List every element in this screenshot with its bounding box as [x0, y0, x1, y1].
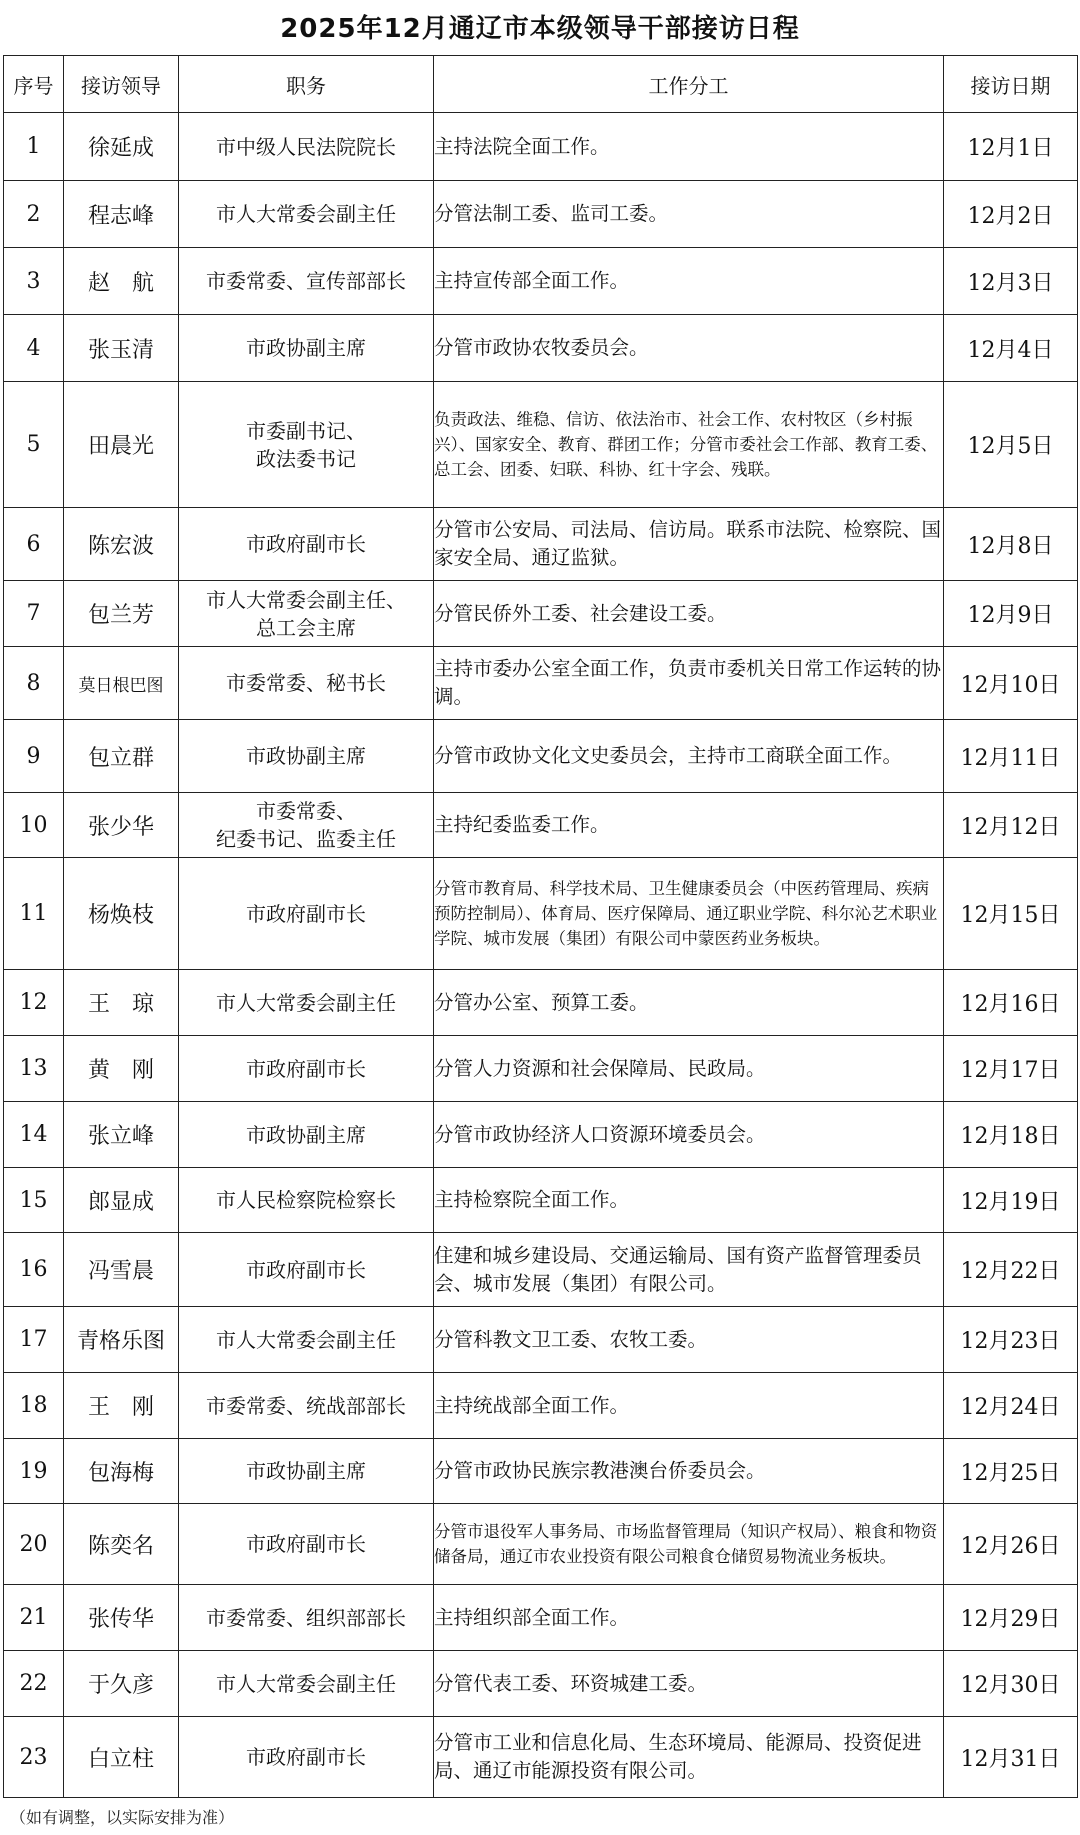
row-duties: 分管市政协经济人口资源环境委员会。 — [434, 1102, 944, 1168]
row-leader: 王 刚 — [64, 1373, 179, 1439]
row-duties: 负责政法、维稳、信访、依法治市、社会工作、农村牧区（乡村振兴）、国家安全、教育、群团工作；分管市委社会工作部、教育工委、总工会、团委、妇联、科协、红十字会、残联。 — [434, 382, 944, 508]
row-date: 12月15日 — [944, 858, 1078, 970]
row-duties: 分管市教育局、科学技术局、卫生健康委员会（中医药管理局、疾病预防控制局）、体育局、医疗保障局、通辽职业学院、科尔沁艺术职业学院、城市发展（集团）有限公司中蒙医药业务板块。 — [434, 858, 944, 970]
row-leader: 冯雪晨 — [64, 1233, 179, 1307]
row-position: 市人民检察院检察长 — [179, 1168, 434, 1233]
row-index: 6 — [4, 508, 64, 581]
row-leader: 徐延成 — [64, 113, 179, 181]
row-duties: 分管法制工委、监司工委。 — [434, 181, 944, 248]
row-duties: 分管代表工委、环资城建工委。 — [434, 1651, 944, 1717]
table-row — [4, 1717, 1078, 1798]
row-date: 12月11日 — [944, 720, 1078, 793]
row-position: 市人大常委会副主任、 总工会主席 — [179, 581, 434, 647]
row-position: 市委常委、宣传部部长 — [179, 248, 434, 315]
row-date: 12月17日 — [944, 1036, 1078, 1102]
table-row — [4, 1585, 1078, 1651]
row-index: 23 — [4, 1717, 64, 1798]
row-index: 13 — [4, 1036, 64, 1102]
row-leader: 白立柱 — [64, 1717, 179, 1798]
table-row — [4, 1102, 1078, 1168]
table-row — [4, 508, 1078, 581]
row-date: 12月31日 — [944, 1717, 1078, 1798]
row-position: 市政府副市长 — [179, 1036, 434, 1102]
table-row — [4, 1504, 1078, 1585]
footnote: （如有调整，以实际安排为准） — [10, 1808, 235, 1827]
table-row — [4, 181, 1078, 248]
row-position: 市政府副市长 — [179, 858, 434, 970]
row-duties: 分管市政协农牧委员会。 — [434, 315, 944, 382]
row-index: 4 — [4, 315, 64, 382]
row-position: 市委常委、秘书长 — [179, 647, 434, 720]
table-row — [4, 382, 1078, 508]
row-index: 18 — [4, 1373, 64, 1439]
row-index: 14 — [4, 1102, 64, 1168]
row-date: 12月30日 — [944, 1651, 1078, 1717]
row-duties: 主持法院全面工作。 — [434, 113, 944, 181]
row-position: 市委常委、统战部部长 — [179, 1373, 434, 1439]
row-leader: 郎显成 — [64, 1168, 179, 1233]
table-row — [4, 1307, 1078, 1373]
row-position: 市政协副主席 — [179, 1439, 434, 1504]
row-leader: 包兰芳 — [64, 581, 179, 647]
row-index: 20 — [4, 1504, 64, 1585]
row-index: 5 — [4, 382, 64, 508]
table-header-row — [4, 56, 1078, 113]
row-index: 16 — [4, 1233, 64, 1307]
table-row — [4, 1036, 1078, 1102]
row-date: 12月2日 — [944, 181, 1078, 248]
row-position: 市政府副市长 — [179, 1504, 434, 1585]
row-date: 12月26日 — [944, 1504, 1078, 1585]
row-index: 17 — [4, 1307, 64, 1373]
row-leader: 张少华 — [64, 793, 179, 858]
page-title: 2025年12月通辽市本级领导干部接访日程 — [280, 14, 800, 44]
row-leader: 陈奕名 — [64, 1504, 179, 1585]
row-duties: 分管科教文卫工委、农牧工委。 — [434, 1307, 944, 1373]
table-row — [4, 720, 1078, 793]
row-position: 市委常委、组织部部长 — [179, 1585, 434, 1651]
row-date: 12月24日 — [944, 1373, 1078, 1439]
row-leader: 青格乐图 — [64, 1307, 179, 1373]
table-row — [4, 581, 1078, 647]
row-position: 市政府副市长 — [179, 508, 434, 581]
row-duties: 分管市退役军人事务局、市场监督管理局（知识产权局）、粮食和物资储备局，通辽市农业投资有限公司粮食仓储贸易物流业务板块。 — [434, 1504, 944, 1585]
row-duties: 住建和城乡建设局、交通运输局、国有资产监督管理委员会、城市发展（集团）有限公司。 — [434, 1233, 944, 1307]
row-duties: 分管市公安局、司法局、信访局。联系市法院、检察院、国家安全局、通辽监狱。 — [434, 508, 944, 581]
row-leader: 王 琼 — [64, 970, 179, 1036]
row-duties: 分管办公室、预算工委。 — [434, 970, 944, 1036]
row-leader: 张传华 — [64, 1585, 179, 1651]
table-body — [4, 113, 1078, 1798]
row-date: 12月4日 — [944, 315, 1078, 382]
row-date: 12月12日 — [944, 793, 1078, 858]
row-leader: 程志峰 — [64, 181, 179, 248]
row-index: 7 — [4, 581, 64, 647]
row-leader: 陈宏波 — [64, 508, 179, 581]
row-position: 市人大常委会副主任 — [179, 1651, 434, 1717]
row-index: 9 — [4, 720, 64, 793]
row-index: 12 — [4, 970, 64, 1036]
row-position: 市中级人民法院院长 — [179, 113, 434, 181]
table-row — [4, 1439, 1078, 1504]
row-position: 市政协副主席 — [179, 720, 434, 793]
row-duties: 主持纪委监委工作。 — [434, 793, 944, 858]
row-position: 市委副书记、 政法委书记 — [179, 382, 434, 508]
table-row — [4, 970, 1078, 1036]
row-date: 12月10日 — [944, 647, 1078, 720]
row-date: 12月23日 — [944, 1307, 1078, 1373]
row-date: 12月22日 — [944, 1233, 1078, 1307]
row-date: 12月3日 — [944, 248, 1078, 315]
schedule-table — [3, 55, 1078, 1798]
row-leader: 杨焕枝 — [64, 858, 179, 970]
table-row — [4, 647, 1078, 720]
row-date: 12月18日 — [944, 1102, 1078, 1168]
row-leader: 张立峰 — [64, 1102, 179, 1168]
row-index: 15 — [4, 1168, 64, 1233]
table-row — [4, 1168, 1078, 1233]
row-position: 市政府副市长 — [179, 1717, 434, 1798]
row-duties: 分管市政协文化文史委员会，主持市工商联全面工作。 — [434, 720, 944, 793]
row-position: 市政协副主席 — [179, 1102, 434, 1168]
row-position: 市人大常委会副主任 — [179, 970, 434, 1036]
row-date: 12月8日 — [944, 508, 1078, 581]
table-row — [4, 858, 1078, 970]
row-date: 12月1日 — [944, 113, 1078, 181]
row-duties: 主持宣传部全面工作。 — [434, 248, 944, 315]
row-position: 市委常委、 纪委书记、监委主任 — [179, 793, 434, 858]
table-row — [4, 793, 1078, 858]
row-index: 8 — [4, 647, 64, 720]
table-row — [4, 1233, 1078, 1307]
row-date: 12月19日 — [944, 1168, 1078, 1233]
header-index: 序号 — [4, 56, 64, 113]
row-duties: 分管市政协民族宗教港澳台侨委员会。 — [434, 1439, 944, 1504]
row-index: 21 — [4, 1585, 64, 1651]
table-row — [4, 1373, 1078, 1439]
row-date: 12月16日 — [944, 970, 1078, 1036]
row-leader: 张玉清 — [64, 315, 179, 382]
header-position: 职务 — [179, 56, 434, 113]
row-index: 19 — [4, 1439, 64, 1504]
row-leader: 于久彦 — [64, 1651, 179, 1717]
header-duties: 工作分工 — [434, 56, 944, 113]
row-leader: 莫日根巴图 — [64, 647, 179, 720]
row-position: 市人大常委会副主任 — [179, 1307, 434, 1373]
row-index: 11 — [4, 858, 64, 970]
table-row — [4, 315, 1078, 382]
row-leader: 包立群 — [64, 720, 179, 793]
table-row — [4, 248, 1078, 315]
row-date: 12月25日 — [944, 1439, 1078, 1504]
header-leader: 接访领导 — [64, 56, 179, 113]
row-position: 市人大常委会副主任 — [179, 181, 434, 248]
row-leader: 田晨光 — [64, 382, 179, 508]
row-duties: 分管市工业和信息化局、生态环境局、能源局、投资促进局、通辽市能源投资有限公司。 — [434, 1717, 944, 1798]
table-row — [4, 1651, 1078, 1717]
row-index: 2 — [4, 181, 64, 248]
row-duties: 主持组织部全面工作。 — [434, 1585, 944, 1651]
row-duties: 分管人力资源和社会保障局、民政局。 — [434, 1036, 944, 1102]
row-leader: 黄 刚 — [64, 1036, 179, 1102]
row-date: 12月9日 — [944, 581, 1078, 647]
row-index: 1 — [4, 113, 64, 181]
row-index: 22 — [4, 1651, 64, 1717]
row-duties: 主持检察院全面工作。 — [434, 1168, 944, 1233]
row-position: 市政府副市长 — [179, 1233, 434, 1307]
row-date: 12月5日 — [944, 382, 1078, 508]
row-duties: 主持市委办公室全面工作，负责市委机关日常工作运转的协调。 — [434, 647, 944, 720]
row-position: 市政协副主席 — [179, 315, 434, 382]
row-duties: 分管民侨外工委、社会建设工委。 — [434, 581, 944, 647]
row-leader: 包海梅 — [64, 1439, 179, 1504]
row-date: 12月29日 — [944, 1585, 1078, 1651]
row-index: 10 — [4, 793, 64, 858]
row-index: 3 — [4, 248, 64, 315]
table-row — [4, 113, 1078, 181]
row-leader: 赵 航 — [64, 248, 179, 315]
header-date: 接访日期 — [944, 56, 1078, 113]
row-duties: 主持统战部全面工作。 — [434, 1373, 944, 1439]
